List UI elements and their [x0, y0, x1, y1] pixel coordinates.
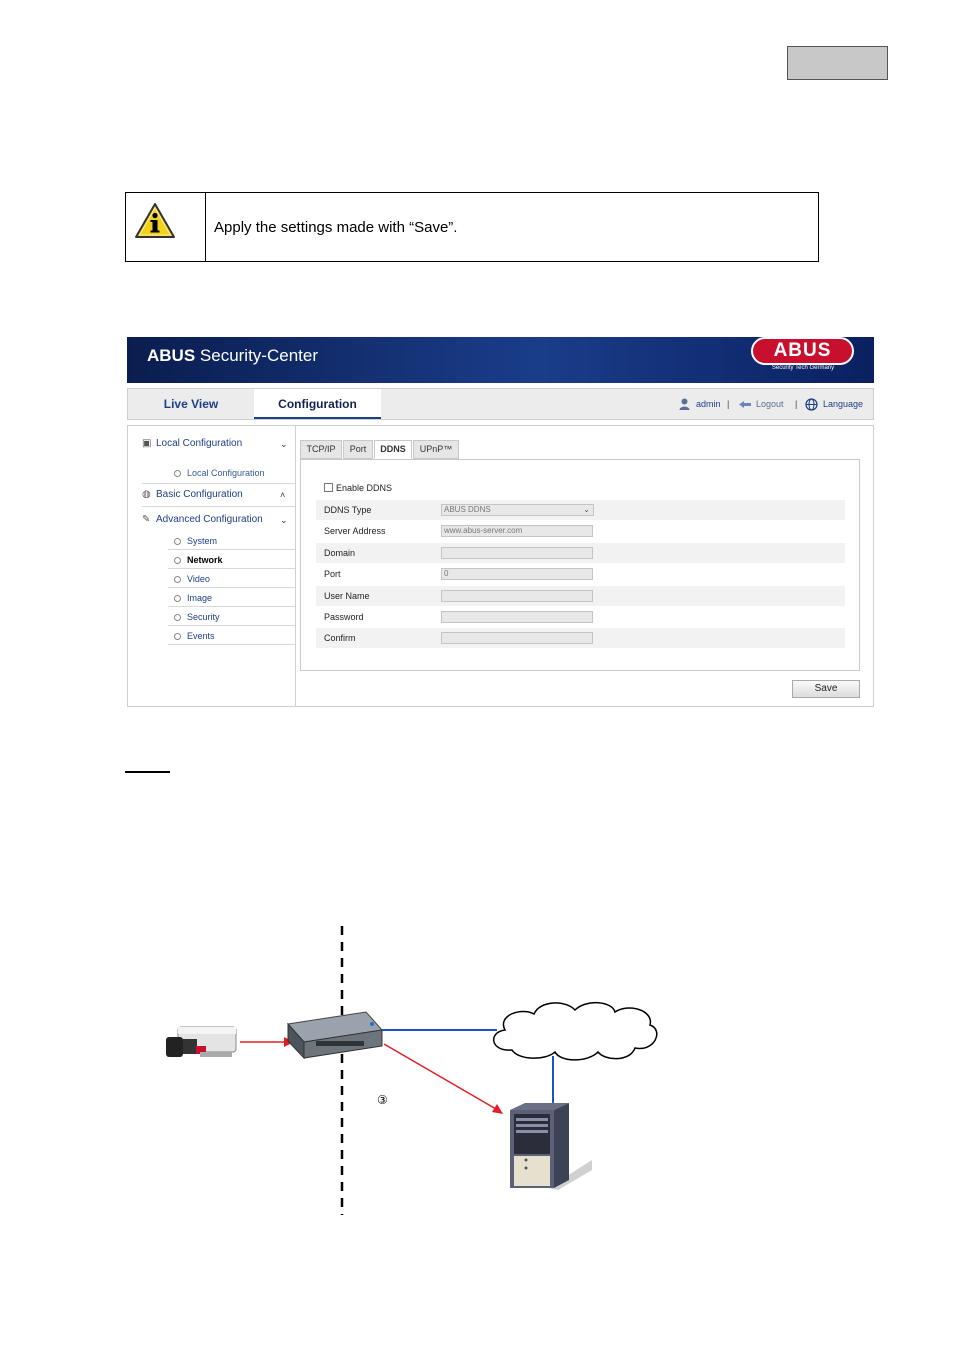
menu-advanced-configuration[interactable] — [142, 510, 263, 530]
user-link[interactable]: admin — [696, 399, 721, 409]
menu-local-configuration[interactable] — [142, 434, 242, 454]
note-text: Apply the settings made with “Save”. — [214, 219, 458, 236]
enable-ddns-label: Enable DDNS — [336, 483, 393, 493]
menu-item-security[interactable] — [168, 608, 295, 626]
info-warning-icon — [134, 202, 176, 240]
top-navigation — [127, 388, 874, 420]
tab-ddns[interactable]: DDNS — [374, 440, 412, 459]
ddns-type-value: ABUS DDNS — [444, 505, 491, 514]
basic-config-icon: ◍ — [142, 489, 151, 500]
domain-label: Domain — [324, 548, 356, 558]
save-button[interactable]: Save — [792, 680, 860, 698]
bullet-icon — [174, 633, 181, 640]
bullet-icon — [174, 576, 181, 583]
network-diagram — [0, 900, 954, 1230]
user-name-row — [316, 586, 845, 606]
note-icon-cell — [126, 193, 206, 261]
tab-configuration[interactable]: Configuration — [254, 389, 381, 419]
bullet-icon — [174, 595, 181, 602]
app-title-name: Security-Center — [195, 346, 318, 365]
app-title-brand: ABUS — [147, 346, 196, 365]
bullet-icon — [174, 614, 181, 621]
menu-item-system[interactable] — [168, 532, 295, 550]
domain-input[interactable] — [441, 547, 593, 559]
bullet-icon — [174, 557, 181, 564]
user-name-label: User Name — [324, 591, 370, 601]
menu-advanced-configuration-label: Advanced Configuration — [156, 514, 263, 525]
ddns-type-row — [316, 500, 845, 520]
user-icon — [679, 398, 690, 410]
menu-divider — [142, 506, 295, 507]
chevron-down-icon: ⌄ — [583, 505, 590, 514]
menu-item-events-label: Events — [187, 631, 215, 641]
confirm-row — [316, 628, 845, 648]
ddns-form — [300, 459, 860, 671]
menu-basic-configuration[interactable] — [142, 485, 243, 505]
nav-separator: | — [727, 399, 730, 409]
page-number-box — [787, 46, 888, 80]
local-config-icon: ▣ — [142, 438, 152, 449]
server-address-row — [316, 521, 845, 541]
abus-logo-badge: ABUS — [751, 337, 854, 365]
password-input[interactable] — [441, 611, 593, 623]
menu-sub-local-configuration[interactable] — [168, 464, 295, 482]
tab-live-view[interactable]: Live View — [163, 397, 219, 411]
menu-local-configuration-label: Local Configuration — [156, 438, 243, 449]
menu-divider — [142, 483, 295, 484]
menu-item-system-label: System — [187, 536, 218, 546]
port-row — [316, 564, 845, 584]
router-icon — [288, 1012, 382, 1058]
language-link[interactable]: Language — [823, 399, 864, 409]
abus-security-center-window — [127, 337, 874, 707]
chevron-down-icon[interactable]: ⌄ — [280, 439, 288, 449]
router-server-arrow — [384, 1044, 496, 1109]
port-input[interactable]: 0 — [441, 568, 593, 580]
wrench-icon: ✎ — [142, 514, 151, 525]
chevron-up-icon[interactable]: ˄ — [280, 490, 286, 500]
tab-port[interactable]: Port — [343, 440, 373, 459]
menu-item-network-label: Network — [187, 555, 223, 565]
configuration-content — [127, 425, 874, 707]
confirm-input[interactable] — [441, 632, 593, 644]
menu-item-video-label: Video — [187, 574, 210, 584]
port-label: Port — [324, 569, 341, 579]
tab-tcp-ip[interactable]: TCP/IP — [300, 440, 342, 459]
step-marker: ③ — [377, 1093, 388, 1107]
menu-item-network[interactable] — [168, 551, 295, 569]
server-address-input[interactable]: www.abus-server.com — [441, 525, 593, 537]
config-menu — [128, 426, 296, 707]
enable-ddns-checkbox[interactable] — [324, 483, 333, 492]
note-box — [125, 192, 819, 262]
menu-item-security-label: Security — [187, 612, 220, 622]
menu-basic-configuration-label: Basic Configuration — [156, 489, 243, 500]
bullet-icon — [174, 470, 181, 477]
ddns-type-select[interactable] — [441, 504, 594, 516]
app-title — [147, 346, 318, 366]
ddns-type-label: DDNS Type — [324, 505, 372, 515]
bullet-icon — [174, 538, 181, 545]
abus-logo-tagline: Security Tech Germany — [771, 365, 835, 371]
menu-sub-local-configuration-label: Local Configuration — [187, 468, 265, 478]
chevron-down-icon[interactable]: ⌄ — [280, 515, 288, 525]
server-address-label: Server Address — [324, 526, 386, 536]
tab-upnp[interactable]: UPnP™ — [413, 440, 459, 459]
confirm-label: Confirm — [324, 633, 356, 643]
internet-cloud-icon — [494, 1003, 657, 1060]
abus-logo — [751, 337, 855, 377]
camera-icon — [166, 1027, 236, 1057]
server-icon — [510, 1103, 592, 1190]
menu-item-video[interactable] — [168, 570, 295, 588]
app-header — [127, 337, 874, 383]
nav-separator: | — [795, 399, 798, 409]
password-label: Password — [324, 612, 364, 622]
password-row — [316, 607, 845, 627]
logout-link[interactable]: Logout — [756, 399, 784, 409]
menu-item-image-label: Image — [187, 593, 213, 603]
enable-ddns-row — [316, 478, 845, 498]
logout-icon — [738, 400, 752, 409]
menu-item-events[interactable] — [168, 627, 295, 645]
user-name-input[interactable] — [441, 590, 593, 602]
globe-icon — [805, 398, 818, 411]
menu-item-image[interactable] — [168, 589, 295, 607]
domain-row — [316, 543, 845, 563]
heading-underline — [125, 771, 170, 773]
